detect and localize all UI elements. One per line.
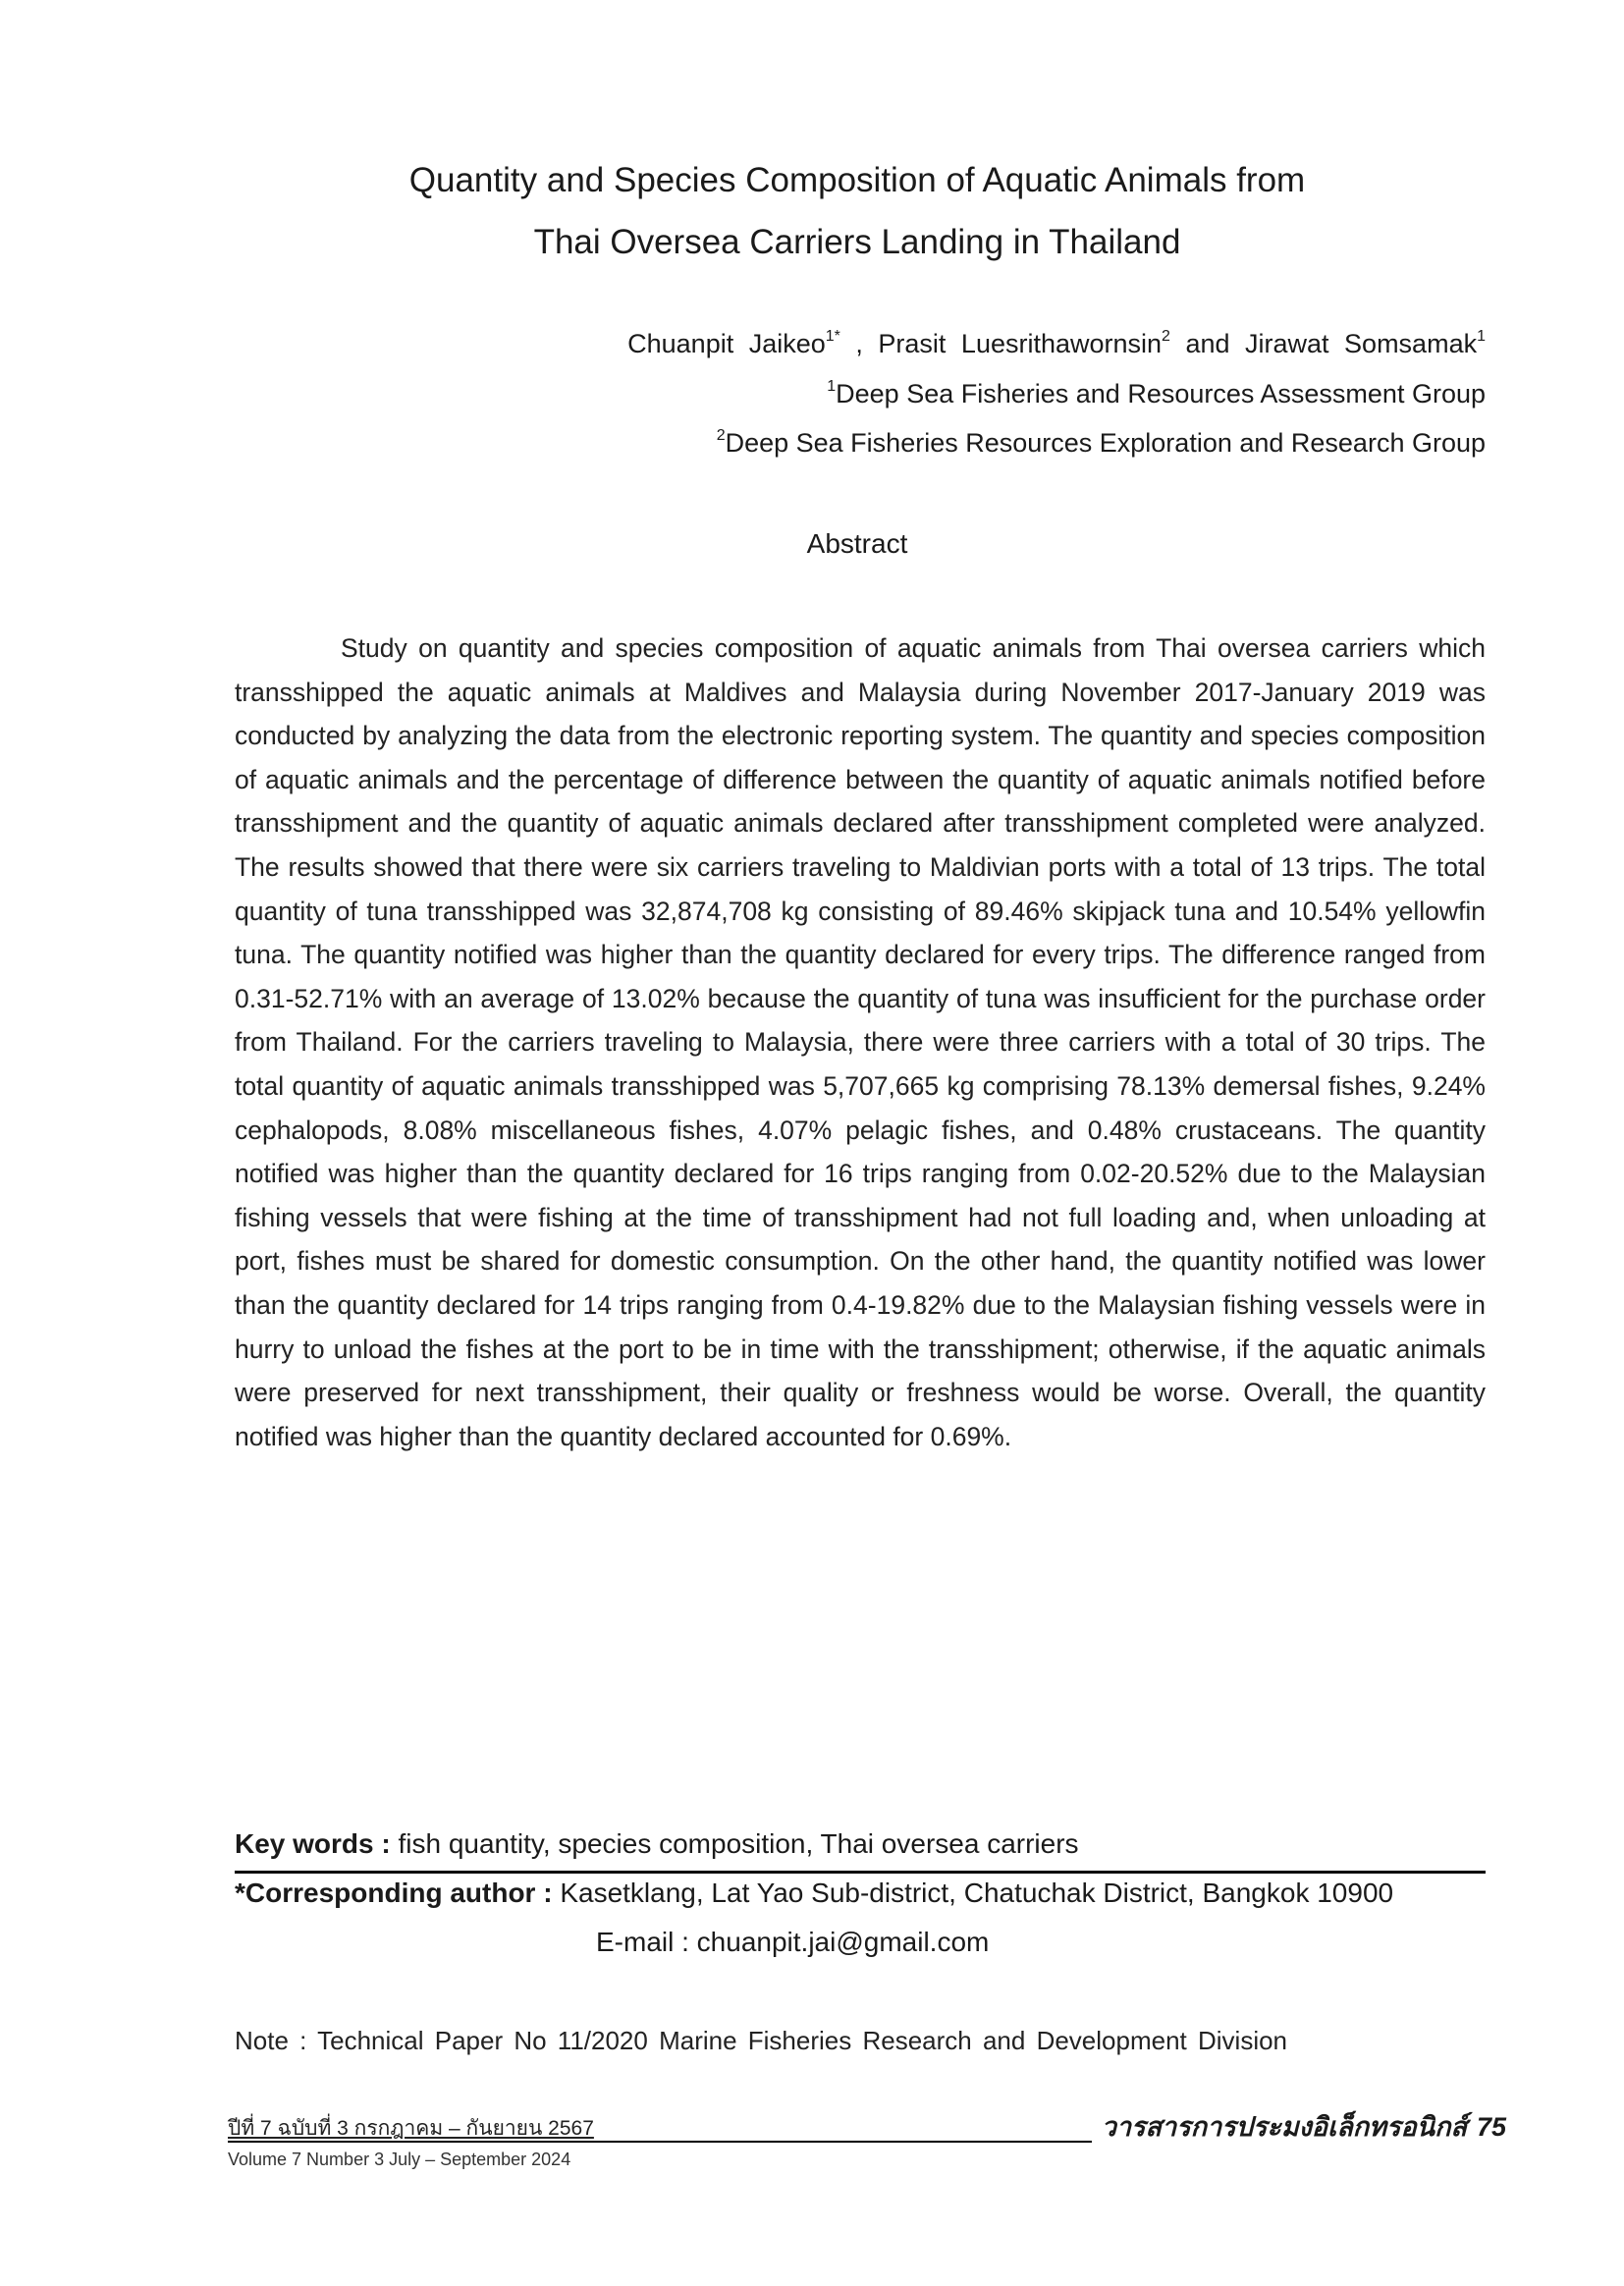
author-affiliation-mark: 1*	[825, 328, 840, 345]
author-name: Jirawat Somsamak	[1245, 329, 1478, 358]
affiliation-mark: 2	[716, 427, 726, 444]
footer-issue-thai: ปีที่ 7 ฉบับที่ 3 กรกฎาคม – กันยายน 2567	[228, 2117, 594, 2140]
affiliation-1	[827, 378, 1486, 408]
affiliation-text: Deep Sea Fisheries and Resources Assessment Group	[836, 379, 1486, 408]
affiliation-mark: 1	[827, 378, 837, 395]
author-affiliation-mark: 2	[1162, 328, 1170, 345]
abstract-body: Study on quantity and species composition of aquatic animals from Thai oversea carriers which transshipped the aquatic animals at Maldives and Malaysia during November 2017-January 2019 was conducted by analyzing the data from the electronic reporting system. The quantity and species composition of aquatic animals and the percentage of difference between the quantity of aquatic animals notified before transshipment and the quantity of aquatic animals declared after transshipment completed were analyzed. The results showed that there were six carriers traveling to Maldivian ports with a total of 13 trips. The total quantity of tuna transshipped was 32,874,708 kg consisting of 89.46% skipjack tuna and 10.54% yellowfin tuna. The quantity notified was higher than the quantity declared for every trips. The difference ranged from 0.31-52.71% with an average of 13.02% because the quantity of tuna was insufficient for the purchase order from Thailand. For the carriers traveling to Malaysia, there were three carriers with a total of 30 trips. The total quantity of aquatic animals transshipped was 5,707,665 kg comprising 78.13% demersal fishes, 9.24% cephalopods, 8.08% miscellaneous fishes, 4.07% pelagic fishes, and 0.48% crustaceans. The quantity notified was higher than the quantity declared for 16 trips ranging from 0.02-20.52% due to the Malaysian fishing vessels that were fishing at the time of transshipment had not full loading and, when unloading at port, fishes must be shared for domestic consumption. On the other hand, the quantity notified was lower than the quantity declared for 14 trips ranging from 0.4-19.82% due to the Malaysian fishing vessels were in hurry to unload the fishes at the port to be in time with the transshipment; otherwise, if the aquatic animals were preserved for next transshipment, their quality or freshness would be worse. Overall, the quantity notified was higher than the quantity declared accounted for 0.69%.	[235, 633, 1486, 1451]
author-name: Chuanpit Jaikeo	[627, 329, 826, 358]
author-affiliation-mark: 1	[1477, 328, 1486, 345]
author-separator: and	[1169, 329, 1246, 358]
corresponding-author-address: Kasetklang, Lat Yao Sub-district, Chatuchak District, Bangkok 10900	[552, 1878, 1394, 1908]
affiliation-text: Deep Sea Fisheries Resources Exploration and Research Group	[725, 428, 1486, 458]
page-number: 75	[1476, 2112, 1506, 2142]
journal-name: วารสารการประมงอิเล็กทรอนิกส์	[1101, 2112, 1467, 2142]
keywords-label: Key words :	[235, 1828, 391, 1859]
paper-title-line-2: Thai Oversea Carriers Landing in Thailand	[533, 223, 1181, 261]
abstract-heading: Abstract	[806, 528, 908, 559]
corresponding-author-label: *Corresponding author :	[235, 1878, 553, 1908]
author-separator: ,	[839, 329, 879, 358]
technical-note: Note : Technical Paper No 11/2020 Marine Fisheries Research and Development Division	[235, 2026, 1288, 2055]
affiliation-2	[716, 427, 1486, 458]
footer-journal	[1102, 2114, 1506, 2141]
author-list	[627, 328, 1486, 358]
keywords-text: fish quantity, species composition, Thai oversea carriers	[390, 1828, 1079, 1859]
footer-divider	[228, 2141, 1092, 2143]
keywords-divider	[235, 1871, 1486, 1874]
corresponding-author-email: E-mail : chuanpit.jai@gmail.com	[596, 1927, 990, 1957]
paper-title-line-1: Quantity and Species Composition of Aquatic Animals from	[408, 161, 1306, 199]
author-name: Prasit Luesrithawornsin	[878, 329, 1163, 358]
keywords-line	[235, 1830, 1079, 1858]
corresponding-author-line	[235, 1879, 1486, 1907]
footer-volume: Volume 7 Number 3 July – September 2024	[228, 2150, 571, 2169]
